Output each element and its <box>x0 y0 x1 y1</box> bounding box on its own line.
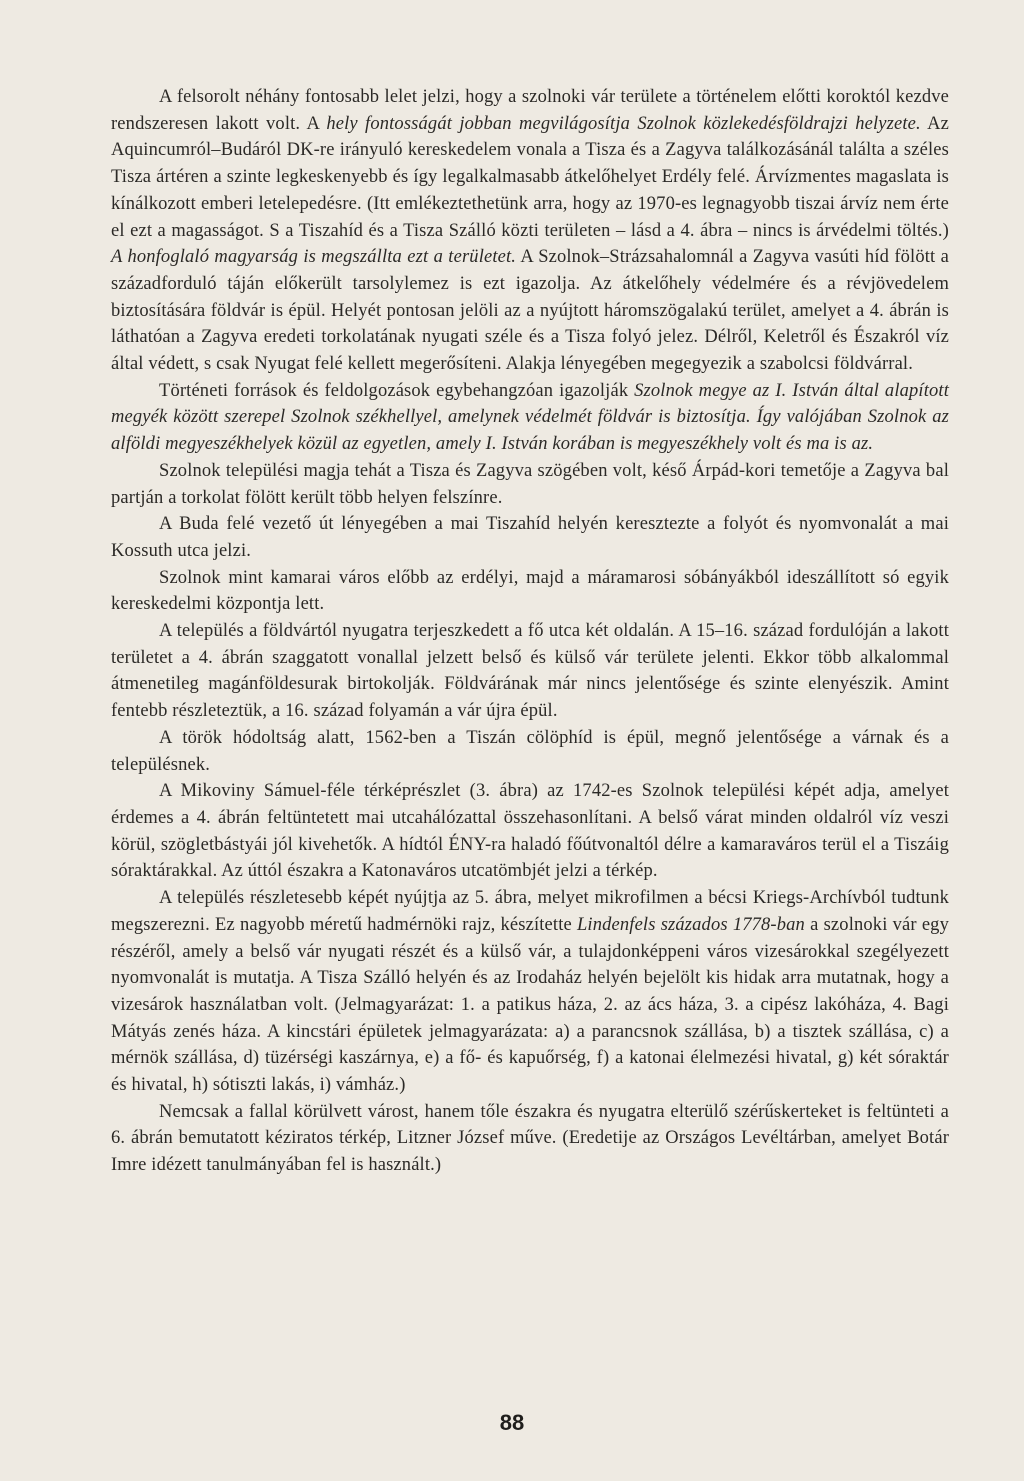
text-run: Az Aquincumról–Budáról DK-re irányuló kereskedelem vonala a Tisza és a Zagyva találkozásánál találta a széles Tisza ártéren a szinte legkeskenyebb és így legalkalmasabb átkelőhelyet Erdély felé. Árvízmentes magaslata is kínálkozott emberi letelepedésre. (Itt emlékeztethetünk arra, hogy az 1970-es legnagyobb tiszai árvíz nem érte el ezt a magasságot. S a Tiszahíd és a Tisza Szálló közti területen – lásd a 4. ábra – nincs is árvédelmi töltés.) <box>111 113 949 241</box>
body-text <box>111 84 949 1179</box>
text-run: A Buda felé vezető út lényegében a mai Tiszahíd helyén keresztezte a folyót és nyomvonalát a mai Kossuth utca jelzi. <box>111 514 949 561</box>
text-run: Szolnok települési magja tehát a Tisza és Zagyva szögében volt, késő Árpád-kori temetője a Zagyva bal partján a torkolat fölött került több helyen felszínre. <box>111 460 949 508</box>
page-number: 88 <box>499 1410 525 1435</box>
italic-text-run: A honfoglaló magyarság is megszállta ezt a területet. <box>111 247 517 268</box>
text-run: A település a földvártól nyugatra terjeszkedett a fő utca két oldalán. A 15–16. század fordulóján a lakott területet a 4. ábrán szaggatott vonallal jelzett belső és külső vár területe jelenti. Ekkor több alkalommal átmenetileg magánföldesurak birtokolják. Földvárának már nincs jelentősége és szinte elenyészik. Amint fentebb részleteztük, a 16. század folyamán a vár újra épül. <box>111 621 949 722</box>
paragraph <box>111 378 949 458</box>
italic-text-run: hely fontosságát jobban megvilágosítja Szolnok közlekedésföldrajzi helyzete. <box>326 113 921 134</box>
text-run: Történeti források és feldolgozások egybehangzóan igazolják <box>159 380 635 401</box>
text-run: Nemcsak a fallal körülvett várost, hanem tőle északra és nyugatra elterülő szérűskerteket is feltünteti a 6. ábrán bemutatott kéziratos térkép, Litzner József műve. (Eredetije az Országos Levéltárban, amelyet Botár Imre idézett tanulmányában fel is használt.) <box>111 1101 949 1176</box>
text-run: A felsorolt néhány fontosabb lelet jelzi, hogy a szolnoki vár területe a történelem előtti koroktól kezdve rendszeresen lakott volt. A <box>111 87 949 134</box>
text-run: A török hódoltság alatt, 1562-ben a Tiszán cölöphíd is épül, megnő jelentősége a várnak és a településnek. <box>111 727 949 775</box>
italic-text-run: Szolnok megye az I. István által alapított megyék között szerepel Szolnok székhellyel, amelynek védelmét földvár is biztosítja. Így valójában Szolnok az alföldi megyeszékhelyek közül az egyetlen, amely I. István korában is megyeszékhely volt és ma is az. <box>111 380 949 455</box>
paragraph <box>111 565 949 618</box>
paragraph <box>111 511 949 564</box>
text-run: A Mikoviny Sámuel-féle térképrészlet (3. ábra) az 1742-es Szolnok települési képét adja, amelyet érdemes a 4. ábrán feltüntetett mai utcahálózattal összehasonlítani. A belső várat minden oldalról víz veszi körül, szögletbástyái jól kivehetők. A hídtól ÉNY-ra haladó főútvonaltól délre a kamaraváros terül el a Tiszáig sóraktárakkal. Az úttól északra a Katonaváros utcatömbjét jelzi a térkép. <box>111 781 949 882</box>
paragraph <box>111 1099 949 1179</box>
text-run: A település részletesebb képét nyújtja az 5. ábra, melyet mikrofilmen a bécsi Kriegs-Archívból tudtunk megszerezni. Ez nagyobb méretű hadmérnöki rajz, készítette <box>111 888 949 935</box>
text-run: A Szolnok–Strázsahalomnál a Zagyva vasúti híd fölött a századforduló táján előkerült tarsolylemez is ezt igazolja. Az átkelőhely védelmére és a révjövedelem biztosítására földvár is épül. Helyét pontosan jelöli az a nyújtott háromszögalakú terület, amelyet a 4. ábrán is láthatóan a Zagyva eredeti torkolatának nyugati széle és a Tisza folyó jelez. Délről, Keletről és Északról víz által védett, s csak Nyugat felé kellett megerősíteni. Alakja lényegében megegyezik a szabolcsi földvárral. <box>111 247 949 375</box>
text-run: Szolnok mint kamarai város előbb az erdélyi, majd a máramarosi sóbányákból ideszállított só egyik kereskedelmi központja lett. <box>111 567 949 615</box>
paragraph <box>111 778 949 885</box>
paragraph <box>111 885 949 1099</box>
paragraph <box>111 725 949 778</box>
text-run: a szolnoki vár egy részéről, amely a belső vár nyugati részét és a külső vár, a tulajdonképpeni város vizesárokkal szegélyezett nyomvonalát is mutatja. A Tisza Szálló helyén és az Irodaház helyén bejelölt kis hidak arra mutatnak, hogy a vizesárok használatban volt. (Jelmagyarázat: 1. a patikus háza, 2. az ács háza, 3. a cipész lakóháza, 4. Bagi Mátyás zenés háza. A kincstári épületek jelmagyarázata: a) a parancsnok szállása, b) a tisztek szállása, c) a mérnök szállása, d) tüzérségi kaszárnya, e) a fő- és kapuőrség, f) a katonai élelmezési hivatal, g) két sóraktár és hivatal, h) sótiszti lakás, i) vámház.) <box>111 914 949 1096</box>
italic-text-run: Lindenfels százados 1778-ban <box>576 914 805 935</box>
paragraph <box>111 84 949 378</box>
paragraph <box>111 618 949 725</box>
paragraph <box>111 458 949 511</box>
